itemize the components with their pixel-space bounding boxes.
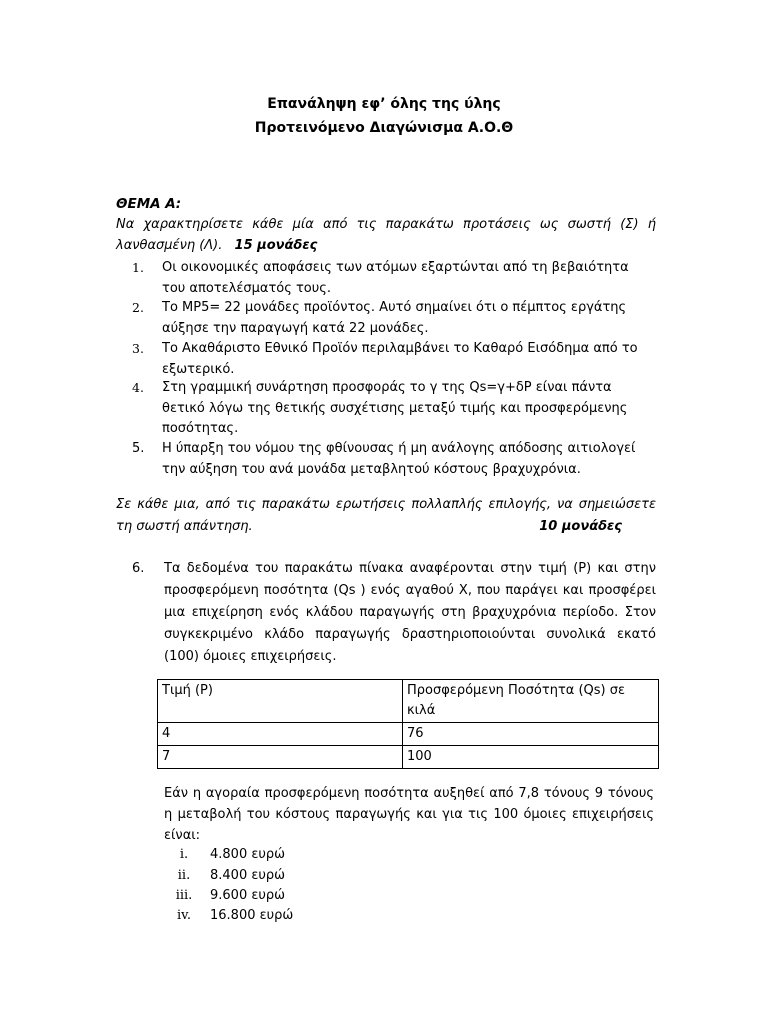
instruction-text: Να χαρακτηρίσετε κάθε μία από τις παρακάτω προτάσεις ως σωστή (Σ) ή λανθασμένη (Λ). — [116, 217, 656, 253]
option-ii — [158, 866, 458, 886]
section-label: ΘΕΜΑ Α: — [116, 196, 182, 212]
table-cell-quantity: 76 — [403, 723, 659, 746]
statement-number: 2. — [132, 300, 144, 315]
option-iii — [158, 886, 458, 906]
statement-number: 1. — [132, 260, 144, 275]
statement-text: Στη γραμμική συνάρτηση προσφοράς το γ της Qs=γ+δP είναι πάντα θετικό λόγω της θετικής συσχέτισης μεταξύ τιμής και προσφερόμενης ποσότητας. — [162, 380, 628, 436]
option-number: iv. — [176, 908, 192, 923]
statement-1 — [132, 258, 656, 299]
option-i — [158, 845, 458, 865]
table-cell-price: 7 — [158, 746, 403, 769]
table-row — [158, 723, 659, 746]
table-row — [158, 746, 659, 769]
document-title — [0, 92, 768, 140]
question-number: 6. — [132, 561, 145, 576]
statement-number: 5. — [132, 441, 145, 456]
statement-text: Το ΜΡ5= 22 μονάδες προϊόντος. Αυτό σημαίνει ότι ο πέμπτος εργάτης αύξησε την παραγωγή κατά 22 μονάδες. — [162, 300, 627, 336]
table-cell-quantity: 100 — [403, 746, 659, 769]
statement-4 — [132, 378, 656, 440]
question-text: Τα δεδομένα του παρακάτω πίνακα αναφέρονται στην τιμή (P) και στην προσφερόμενη ποσότητα (Qs ) ενός αγαθού Χ, που παράγει και προσφέρει μια επιχείρηση ενός κλάδου παραγωγής στη βραχυχρόνια περίοδο. Στον συγκεκριμένο κλάδο παραγωγής δραστηριοποιούνται συνολικά εκατό (100) όμοιες επιχειρήσεις. — [164, 561, 656, 664]
title-line-1: Επανάληψη εφ’ όλης της ύλης — [267, 96, 501, 112]
option-text: 16.800 ευρώ — [210, 908, 294, 923]
statement-number: 3. — [132, 341, 144, 356]
question-6 — [132, 558, 656, 668]
statement-text: Το Ακαθάριστο Εθνικό Προϊόν περιλαμβάνει το Καθαρό Εισόδημα από το εξωτερικό. — [162, 341, 638, 377]
option-iv — [158, 906, 458, 926]
table-header-row — [158, 680, 659, 723]
table-cell-price: 4 — [158, 723, 403, 746]
statement-3 — [132, 339, 656, 380]
option-text: 9.600 ευρώ — [210, 888, 286, 903]
statement-5 — [132, 439, 656, 480]
statement-2 — [132, 298, 656, 339]
section-instruction — [116, 214, 656, 256]
section-points: 15 μονάδες — [234, 238, 318, 253]
multiple-choice-instruction — [116, 494, 656, 538]
price-quantity-table — [157, 679, 659, 769]
option-number: i. — [179, 847, 189, 862]
statement-text: Οι οικονομικές αποφάσεις των ατόμων εξαρτώνται από τη βεβαιότητα του αποτελέσματός τους. — [162, 260, 629, 296]
mc-instruction-text: Σε κάθε μια, από τις παρακάτω ερωτήσεις πολλαπλής επιλογής, να σημειώσετε τη σωστή απάντηση. — [116, 497, 656, 534]
mc-points: 10 μονάδες — [539, 519, 622, 534]
table-header-quantity: Προσφερόμενη Ποσότητα (Qs) σε κιλά — [403, 680, 659, 723]
statement-number: 4. — [132, 380, 144, 395]
option-text: 8.400 ευρώ — [210, 868, 286, 883]
question-followup: Εάν η αγοραία προσφερόμενη ποσότητα αυξηθεί από 7,8 τόνους 9 τόνους η μεταβολή του κόστους παραγωγής και για τις 100 όμοιες επιχειρήσεις είναι: — [164, 786, 654, 843]
option-text: 4.800 ευρώ — [210, 847, 286, 862]
title-line-2: Προτεινόμενο Διαγώνισμα Α.Ο.Θ — [254, 120, 514, 136]
statement-text: Η ύπαρξη του νόμου της φθίνουσας ή μη ανάλογης απόδοσης αιτιολογεί την αύξηση του ανά μονάδα μεταβλητού κόστους βραχυχρόνια. — [162, 441, 636, 477]
table-header-price: Τιμή (P) — [158, 680, 403, 723]
option-number: iii. — [175, 888, 193, 903]
option-number: ii. — [177, 868, 191, 883]
